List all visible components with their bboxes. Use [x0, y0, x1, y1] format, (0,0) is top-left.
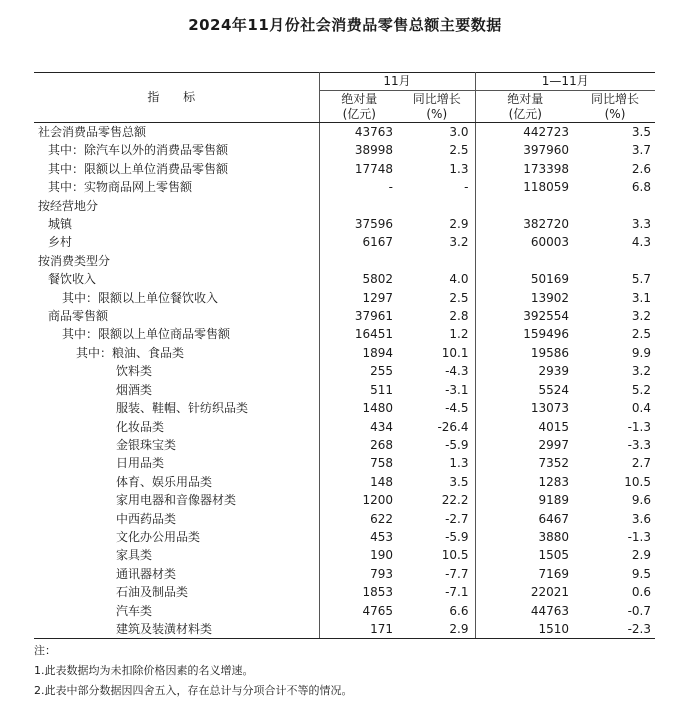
row-label: 中西药品类 — [34, 510, 319, 528]
ytd-abs-value: 2939 — [538, 364, 569, 379]
row-label: 汽车类 — [34, 602, 319, 620]
month-yoy-value: 3.5 — [399, 473, 475, 491]
header-abs-line2: (亿元) — [342, 107, 376, 121]
ytd-abs-value: 19586 — [530, 345, 569, 360]
table-row — [34, 620, 655, 639]
month-yoy-value: -4.3 — [399, 362, 475, 380]
month-yoy-value: 4.0 — [399, 270, 475, 288]
table-row — [34, 528, 655, 546]
table-row — [34, 289, 655, 307]
header-abs-line1: 绝对量 — [507, 92, 544, 106]
table-row — [34, 270, 655, 288]
table-row — [34, 546, 655, 564]
ytd-abs-value: 159496 — [523, 327, 569, 342]
ytd-abs-value: 392554 — [523, 309, 569, 324]
header-abs-line2: (亿元) — [508, 107, 542, 121]
table-row — [34, 233, 655, 251]
table-row — [34, 123, 655, 142]
ytd-abs-value: 13902 — [530, 290, 569, 305]
ytd-abs-value: 4015 — [538, 419, 569, 434]
ytd-abs-value: 6467 — [538, 511, 569, 526]
month-yoy-value: -5.9 — [399, 436, 475, 454]
header-group-month: 11月 — [319, 73, 475, 91]
ytd-yoy-value: 3.5 — [631, 125, 651, 139]
ytd-yoy-value: 9.6 — [631, 493, 651, 508]
ytd-abs-value: 60003 — [530, 235, 569, 250]
table-row — [34, 510, 655, 528]
month-yoy-value: -4.5 — [399, 399, 475, 417]
table-row — [34, 178, 655, 196]
header-yoy-line2: (%) — [426, 107, 448, 121]
ytd-abs-value: 1283 — [538, 474, 569, 489]
ytd-yoy-value: -1.3 — [627, 529, 651, 544]
table-row — [34, 491, 655, 509]
ytd-yoy-value — [575, 197, 655, 215]
ytd-yoy-value: 2.5 — [631, 327, 651, 342]
ytd-abs-value: 118059 — [523, 180, 569, 195]
header-ytd-yoy — [575, 91, 655, 123]
ytd-yoy-value: 3.6 — [631, 511, 651, 526]
ytd-yoy-value: 2.6 — [631, 161, 651, 176]
ytd-yoy-value: 5.2 — [631, 382, 651, 397]
month-abs-value: 1297 — [362, 290, 393, 305]
month-abs-value: 255 — [370, 364, 393, 379]
ytd-abs-value: 9189 — [538, 493, 569, 508]
retail-sales-table — [34, 72, 655, 639]
row-label: 商品零售额 — [34, 307, 319, 325]
ytd-yoy-value: 2.7 — [631, 456, 651, 471]
table-row — [34, 307, 655, 325]
month-abs-value: 148 — [370, 474, 393, 489]
month-abs-value: 43763 — [354, 125, 393, 139]
note-item: 1.此表数据均为未扣除价格因素的名义增速。 — [34, 664, 254, 677]
row-label: 服装、鞋帽、针纺织品类 — [34, 399, 319, 417]
ytd-yoy-value: 0.6 — [631, 585, 651, 600]
retail-sales-table-container — [34, 72, 655, 639]
row-label: 饮料类 — [34, 362, 319, 380]
ytd-abs-value: 7169 — [538, 566, 569, 581]
header-yoy-line1: 同比增长 — [590, 92, 639, 106]
row-label: 乡村 — [34, 233, 319, 251]
month-abs-value: 38998 — [354, 143, 393, 158]
ytd-abs-value: 3880 — [538, 529, 569, 544]
row-label: 按消费类型分 — [34, 252, 319, 270]
table-row — [34, 160, 655, 178]
ytd-yoy-value: 6.8 — [631, 180, 651, 195]
header-ytd-abs — [475, 91, 575, 123]
month-yoy-value — [399, 252, 475, 270]
header-group-ytd: 1—11月 — [475, 73, 655, 91]
ytd-yoy-value: 3.1 — [631, 290, 651, 305]
table-row — [34, 565, 655, 583]
row-label: 通讯器材类 — [34, 565, 319, 583]
ytd-yoy-value: -3.3 — [627, 437, 651, 452]
table-row — [34, 473, 655, 491]
month-abs-value: 171 — [319, 620, 399, 639]
table-row — [34, 602, 655, 620]
row-label: 文化办公用品类 — [34, 528, 319, 546]
month-abs-value: 1894 — [362, 345, 393, 360]
month-yoy-value: 22.2 — [399, 491, 475, 509]
table-row — [34, 325, 655, 343]
ytd-abs-value — [475, 197, 575, 215]
month-yoy-value: 3.2 — [399, 233, 475, 251]
ytd-abs-value — [475, 252, 575, 270]
month-abs-value: 1200 — [362, 493, 393, 508]
ytd-yoy-value: 0.4 — [631, 401, 651, 416]
month-yoy-value: -3.1 — [399, 381, 475, 399]
ytd-yoy-value: -1.3 — [627, 419, 651, 434]
month-abs-value: 37596 — [354, 217, 393, 232]
row-label: 家用电器和音像器材类 — [34, 491, 319, 509]
month-yoy-value: 2.9 — [399, 215, 475, 233]
row-label: 日用品类 — [34, 454, 319, 472]
month-abs-value: 268 — [370, 437, 393, 452]
table-row — [34, 344, 655, 362]
ytd-yoy-value: 10.5 — [624, 474, 651, 489]
table-row — [34, 252, 655, 270]
month-yoy-value: 2.8 — [399, 307, 475, 325]
row-label: 烟酒类 — [34, 381, 319, 399]
row-label: 城镇 — [34, 215, 319, 233]
table-header — [34, 73, 655, 123]
month-yoy-value: -5.9 — [399, 528, 475, 546]
table-row — [34, 362, 655, 380]
ytd-yoy-value: 3.2 — [631, 309, 651, 324]
month-abs-value: 190 — [370, 548, 393, 563]
row-label: 按经营地分 — [34, 197, 319, 215]
ytd-abs-value: 1505 — [538, 548, 569, 563]
ytd-abs-value: 44763 — [530, 603, 569, 618]
ytd-yoy-value: 4.3 — [631, 235, 651, 250]
row-label: 社会消费品零售总额 — [34, 123, 319, 142]
month-yoy-value: 10.1 — [399, 344, 475, 362]
month-yoy-value: 2.9 — [399, 620, 475, 639]
month-abs-value: 4765 — [362, 603, 393, 618]
header-abs-line1: 绝对量 — [341, 92, 378, 106]
month-abs-value: 453 — [370, 529, 393, 544]
ytd-abs-value: 2997 — [538, 437, 569, 452]
month-abs-value: 622 — [370, 511, 393, 526]
ytd-yoy-value: 3.3 — [631, 217, 651, 232]
month-yoy-value: 6.6 — [399, 602, 475, 620]
ytd-yoy-value: 3.2 — [631, 364, 651, 379]
row-label: 其中：除汽车以外的消费品零售额 — [34, 141, 319, 159]
row-label: 其中：实物商品网上零售额 — [34, 178, 319, 196]
month-abs-value: 793 — [370, 566, 393, 581]
table-row — [34, 381, 655, 399]
month-abs-value: 6167 — [362, 235, 393, 250]
month-yoy-value: 1.3 — [399, 160, 475, 178]
month-abs-value: 1853 — [362, 585, 393, 600]
row-label: 石油及制品类 — [34, 583, 319, 601]
month-abs-value — [319, 197, 399, 215]
header-yoy-line2: (%) — [604, 107, 626, 121]
month-yoy-value: -26.4 — [399, 418, 475, 436]
table-row — [34, 399, 655, 417]
row-label: 体育、娱乐用品类 — [34, 473, 319, 491]
header-indicator: 指 标 — [34, 73, 319, 123]
ytd-yoy-value: -2.3 — [575, 620, 655, 639]
month-yoy-value: 3.0 — [399, 123, 475, 142]
month-abs-value: 37961 — [354, 309, 393, 324]
table-row — [34, 197, 655, 215]
ytd-abs-value: 50169 — [530, 272, 569, 287]
ytd-abs-value: 442723 — [523, 125, 569, 139]
ytd-yoy-value: -0.7 — [627, 603, 651, 618]
table-row — [34, 583, 655, 601]
row-label: 其中：限额以上单位消费品零售额 — [34, 160, 319, 178]
month-yoy-value: -7.1 — [399, 583, 475, 601]
ytd-yoy-value: 9.5 — [631, 566, 651, 581]
ytd-yoy-value: 2.9 — [631, 548, 651, 563]
month-abs-value: - — [388, 180, 393, 195]
row-label: 其中：限额以上单位商品零售额 — [34, 325, 319, 343]
month-yoy-value: - — [399, 178, 475, 196]
month-yoy-value — [399, 197, 475, 215]
row-label: 化妆品类 — [34, 418, 319, 436]
ytd-abs-value: 382720 — [523, 217, 569, 232]
row-label: 建筑及装潢材料类 — [34, 620, 319, 639]
month-abs-value: 434 — [370, 419, 393, 434]
header-month-yoy — [399, 91, 475, 123]
ytd-yoy-value: 5.7 — [631, 272, 651, 287]
ytd-yoy-value — [575, 252, 655, 270]
month-yoy-value: 10.5 — [399, 546, 475, 564]
row-label: 其中：粮油、食品类 — [34, 344, 319, 362]
row-label: 家具类 — [34, 546, 319, 564]
ytd-abs-value: 5524 — [538, 382, 569, 397]
ytd-abs-value: 1510 — [475, 620, 575, 639]
footnotes — [34, 641, 353, 701]
month-yoy-value: 2.5 — [399, 141, 475, 159]
table-body — [34, 123, 655, 639]
month-abs-value: 5802 — [362, 272, 393, 287]
month-yoy-value: 2.5 — [399, 289, 475, 307]
ytd-yoy-value: 9.9 — [631, 345, 651, 360]
header-month-abs — [319, 91, 399, 123]
ytd-abs-value: 13073 — [530, 401, 569, 416]
month-abs-value: 511 — [370, 382, 393, 397]
ytd-abs-value: 7352 — [538, 456, 569, 471]
table-row — [34, 454, 655, 472]
header-yoy-line1: 同比增长 — [412, 92, 461, 106]
row-label: 其中：限额以上单位餐饮收入 — [34, 289, 319, 307]
ytd-abs-value: 397960 — [523, 143, 569, 158]
month-yoy-value: 1.3 — [399, 454, 475, 472]
table-row — [34, 141, 655, 159]
ytd-abs-value: 22021 — [530, 585, 569, 600]
ytd-yoy-value: 3.7 — [631, 143, 651, 158]
table-row — [34, 436, 655, 454]
page-title: 2024年11月份社会消费品零售总额主要数据 — [188, 16, 502, 34]
table-row — [34, 418, 655, 436]
row-label: 餐饮收入 — [34, 270, 319, 288]
ytd-abs-value: 173398 — [523, 161, 569, 176]
month-yoy-value: 1.2 — [399, 325, 475, 343]
month-abs-value: 1480 — [362, 401, 393, 416]
notes-heading: 注： — [34, 644, 56, 657]
month-yoy-value: -7.7 — [399, 565, 475, 583]
month-abs-value: 16451 — [354, 327, 393, 342]
month-yoy-value: -2.7 — [399, 510, 475, 528]
month-abs-value: 758 — [370, 456, 393, 471]
row-label: 金银珠宝类 — [34, 436, 319, 454]
month-abs-value: 17748 — [354, 161, 393, 176]
table-row — [34, 215, 655, 233]
note-item: 2.此表中部分数据因四舍五入，存在总计与分项合计不等的情况。 — [34, 684, 353, 697]
month-abs-value — [319, 252, 399, 270]
